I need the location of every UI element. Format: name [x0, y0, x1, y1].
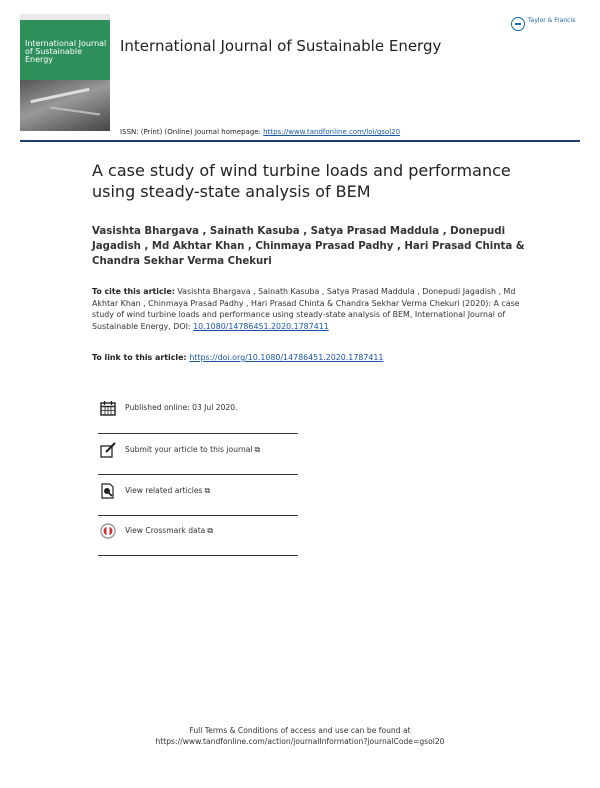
cover-top-bar — [20, 14, 110, 20]
header-divider — [20, 140, 580, 142]
external-link-icon: ⧉ — [204, 486, 211, 495]
crossmark-icon — [100, 523, 116, 539]
footer-journal-info-link[interactable]: https://www.tandfonline.com/action/journalInformation?journalCode=gsol20 — [155, 737, 445, 746]
crossmark-label: View Crossmark data — [125, 526, 206, 535]
edit-icon — [100, 442, 116, 458]
footer-terms — [0, 725, 600, 747]
submit-article-label: Submit your article to this journal — [125, 445, 253, 454]
doi-link[interactable]: 10.1080/14786451.2020.1787411 — [193, 321, 329, 331]
magnifier-icon — [100, 483, 116, 499]
row-divider — [98, 515, 298, 516]
published-online-label: Published online: 03 Jul 2020. — [125, 403, 238, 412]
cover-photo — [20, 80, 110, 131]
issn-label: ISSN: (Print) (Online) Journal homepage: — [120, 128, 264, 136]
issn-line — [120, 128, 400, 136]
related-articles-label: View related articles — [125, 486, 203, 495]
citation-block — [92, 286, 522, 332]
link-label: To link to this article: — [92, 353, 190, 362]
journal-cover-thumbnail — [20, 14, 110, 131]
row-divider — [98, 474, 298, 475]
submit-article-link[interactable] — [98, 442, 298, 482]
external-link-icon: ⧉ — [254, 445, 261, 454]
link-to-article — [92, 353, 383, 362]
publisher-logo-text: Taylor & Francis — [528, 17, 576, 24]
taylor-francis-logo-icon — [511, 17, 525, 31]
cover-journal-name: International Journal of Sustainable Energy — [25, 39, 107, 64]
article-doi-url-link[interactable]: https://doi.org/10.1080/14786451.2020.1787411 — [189, 353, 384, 362]
row-divider — [98, 555, 298, 556]
article-title: A case study of wind turbine loads and performance using steady-state analysis of BEM — [92, 161, 511, 201]
taylor-francis-logo[interactable] — [511, 17, 583, 35]
article-authors: Vasishta Bhargava , Sainath Kasuba , Satya Prasad Maddula , Donepudi Jagadish , Md Akhtar Khan , Chinmaya Prasad Padhy , Hari Prasad Chinta & Chandra Sekhar Verma Chekuri — [92, 226, 525, 267]
external-link-icon: ⧉ — [207, 526, 214, 535]
related-articles-link[interactable] — [98, 483, 298, 523]
cite-text: Vasishta Bhargava , Sainath Kasuba , Satya Prasad Maddula , Donepudi Jagadish , Md Akhtar Khan , Chinmaya Prasad Padhy , Hari Prasad Chinta & Chandra Sekhar Verma Chekuri (2020): A case study of wind turbine loads and performance using steady-state analysis of BEM, International Journal of Sustainable Energy, DOI: — [92, 287, 520, 331]
cite-label: To cite this article: — [92, 287, 175, 296]
calendar-icon — [100, 400, 116, 416]
row-divider — [98, 433, 298, 434]
crossmark-link[interactable] — [98, 523, 298, 563]
journal-homepage-link[interactable]: https://www.tandfonline.com/loi/gsol20 — [263, 128, 401, 136]
footer-line-1: Full Terms & Conditions of access and use can be found at — [189, 726, 411, 735]
journal-title[interactable]: International Journal of Sustainable Energy — [120, 37, 442, 55]
published-online-row — [98, 400, 298, 440]
